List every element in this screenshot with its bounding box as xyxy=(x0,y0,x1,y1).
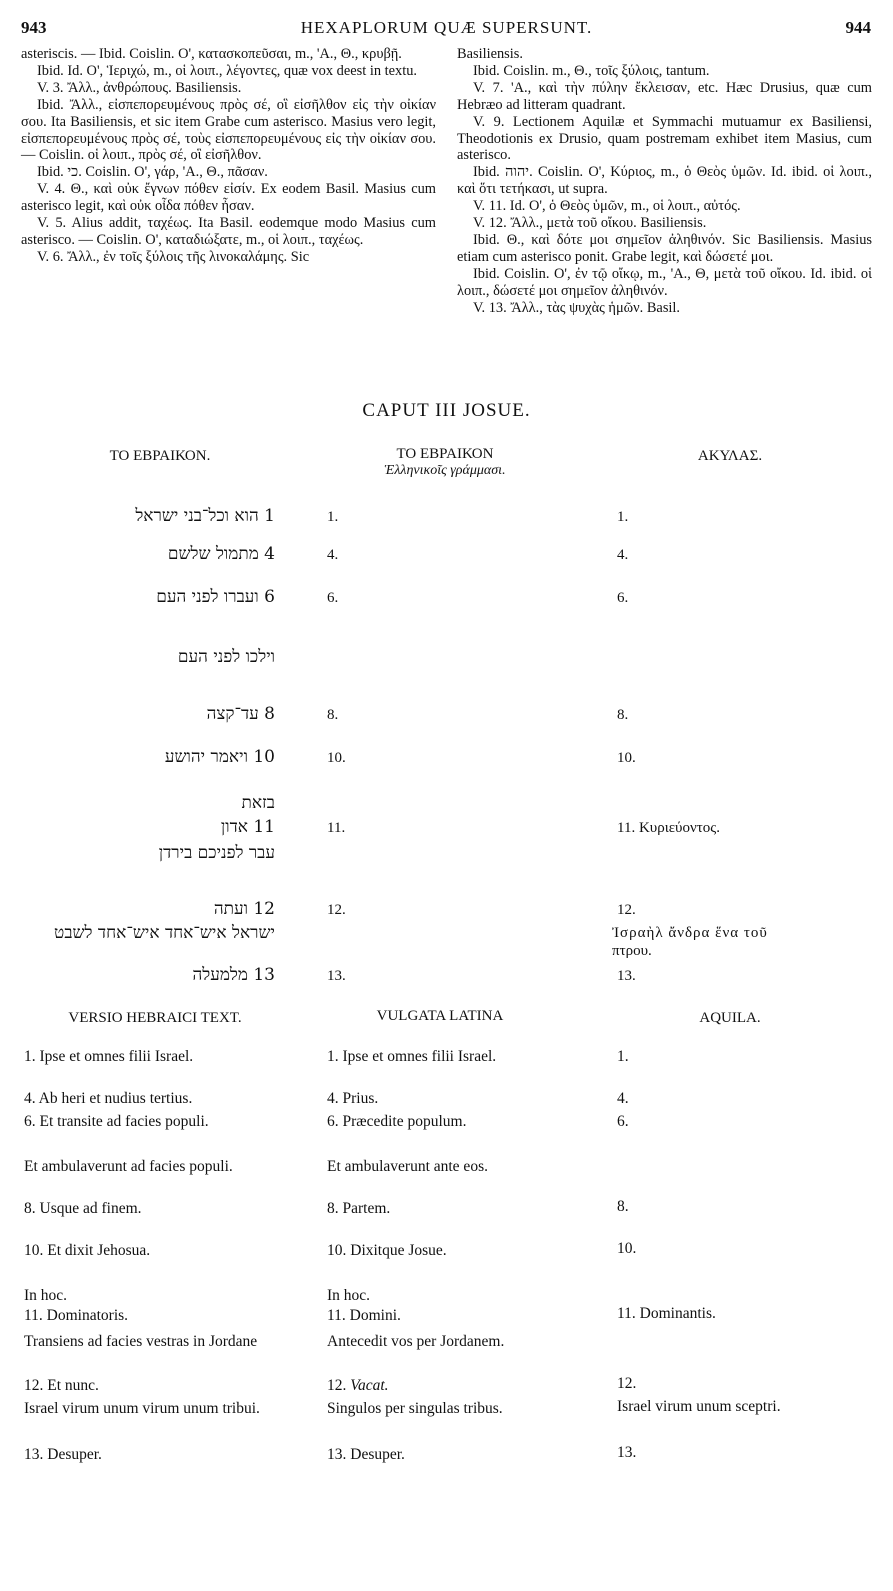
notes-section xyxy=(21,46,873,386)
chapter-title: CAPUT III JOSUE. xyxy=(362,400,531,421)
column-header-aquila-greek: ΑΚΥΛΑΣ. xyxy=(697,448,763,464)
column-header-versio: VERSIO HEBRAICI TEXT. xyxy=(68,1010,242,1026)
table-cell: 8. Partem. xyxy=(327,1200,391,1217)
table-cell: 1. xyxy=(327,509,339,525)
note-paragraph: V. 6. Ἄλλ., ἐν τοῖς ξύλοις τῆς λινοκαλάμης. Sic xyxy=(37,248,310,265)
table-cell: 6. xyxy=(617,590,629,606)
table-cell: 12. xyxy=(327,902,346,918)
table-cell: 1. Ipse et omnes filii Israel. xyxy=(327,1048,497,1065)
table-cell: 8. Usque ad finem. xyxy=(24,1200,142,1217)
column-header-subtitle: Ἑλληνικοῖς γράμμασι. xyxy=(384,463,506,478)
table-cell: 11. xyxy=(327,820,346,836)
table-cell: 4. xyxy=(617,1090,629,1107)
running-title: HEXAPLORUM QUÆ SUPERSUNT. xyxy=(300,18,593,37)
hebrew-cell: וילכו לפני העם xyxy=(177,647,275,667)
table-cell: πτρου. xyxy=(612,943,652,959)
table-cell: 13. xyxy=(327,968,346,984)
table-cell: Et ambulaverunt ante eos. xyxy=(327,1158,488,1175)
hebrew-cell: עבר לפניכם בירדן xyxy=(158,843,275,863)
note-paragraph: V. 4. Θ., καὶ οὐκ ἔγνων πόθεν εἰσίν. Ex eodem Basil. Masius cum asterisco legit, καὶ οὐκ οἶδα πόθεν ἦσαν. xyxy=(21,181,436,215)
table-cell: 10. xyxy=(617,1240,637,1257)
note-paragraph: Ibid. Ἄλλ., εἰσπεπορευμένους πρὸς σέ, οἳ εἰσῆλθον εἰς τὴν οἰκίαν σου. Ita Basiliensis, et sic item Grabe cum asterisco. Masius vero legit, εἰσπεπορευμένους πρὸς σέ, τοὺς εἰσπεπορευμένους εἰς τὴν οἰκίαν σου. — Coislin. οἱ λοιπ., πρὸς σέ, οἳ εἰσῆλθον. xyxy=(21,96,436,164)
table-cell: 6. xyxy=(327,590,339,606)
table-cell: 11. Κυριεύοντος. xyxy=(617,820,720,836)
hebrew-cell: 11 אדון xyxy=(220,817,275,837)
table-cell: Transiens ad facies vestras in Jordane xyxy=(24,1333,258,1350)
note-paragraph: Ibid. יהוה. Coislin. O', Κύριος, m., ὁ Θεὸς ὑμῶν. Id. ibid. οἱ λοιπ., καὶ ὅτι τετήκασι, ut supra. xyxy=(457,164,872,198)
note-paragraph: Ibid. Θ., καὶ δότε μοι σημεῖον ἀληθινόν. Sic Basiliensis. Masius etiam cum asterisco ponit. Grabe legit, καὶ δώσετέ μοι. xyxy=(457,231,872,265)
hebrew-cell: בזאת xyxy=(241,793,275,813)
table-cell: 10. xyxy=(617,750,636,766)
note-paragraph: V. 3. Ἄλλ., ἀνθρώπους. Basiliensis. xyxy=(37,79,242,96)
table-cell: 12. xyxy=(617,1375,637,1392)
running-header xyxy=(0,18,893,42)
table-cell: Singulos per singulas tribus. xyxy=(327,1400,503,1417)
note-paragraph: V. 13. Ἄλλ., τὰς ψυχὰς ἡμῶν. Basil. xyxy=(473,299,681,316)
note-paragraph: Ibid. Coislin. m., Θ., τοῖς ξύλοις, tantum. xyxy=(473,62,710,79)
column-header-title: ΤΟ ΕΒΡΑΙΚΟΝ xyxy=(396,446,494,462)
hebrew-cell: ישראל איש־אחד איש־אחד לשבט xyxy=(54,923,275,943)
note-paragraph: Basiliensis. xyxy=(457,46,523,62)
table-cell: Israel virum unum sceptri. xyxy=(617,1398,781,1415)
table-cell: 11. Domini. xyxy=(327,1307,401,1324)
note-paragraph: Ibid. כי. Coislin. O', γάρ, 'A., Θ., πᾶσαν. xyxy=(37,164,268,181)
table-cell: Antecedit vos per Jordanem. xyxy=(327,1333,505,1350)
table-cell: 8. xyxy=(327,707,339,723)
table-cell: 10. Et dixit Jehosua. xyxy=(24,1242,151,1259)
note-paragraph: V. 7. 'A., καὶ τὴν πύλην ἔκλεισαν, etc. Hæc Drusius, quæ cum Hebræo ad litteram quadrant. xyxy=(457,79,872,113)
table-cell: 12. Et nunc. xyxy=(24,1377,99,1394)
note-paragraph: asteriscis. — Ibid. Coislin. O', κατασκοπεῦσαι, m., 'A., Θ., κρυβῇ. xyxy=(21,46,402,62)
table-cell: 10. xyxy=(327,750,346,766)
table-cell: Israel virum unum virum unum tribui. xyxy=(24,1400,260,1417)
note-paragraph: V. 11. Id. O', ὁ Θεὸς ὑμῶν, m., οἱ λοιπ., αὐτός. xyxy=(473,198,741,215)
table-cell: 1. xyxy=(617,509,629,525)
page-number-right: 944 xyxy=(845,18,871,37)
table-cell: 10. Dixitque Josue. xyxy=(327,1242,447,1259)
vacat-note: Vacat. xyxy=(350,1377,389,1394)
hebrew-cell: 12 ועתה xyxy=(213,899,275,919)
column-header-aquila-latin: AQUILA. xyxy=(699,1010,761,1026)
notes-column-right xyxy=(457,46,872,317)
table-cell: 12. xyxy=(617,902,636,918)
table-cell: 1. xyxy=(617,1048,629,1065)
table-cell: 4. Prius. xyxy=(327,1090,379,1107)
note-paragraph: Ibid. Coislin. O', ἐν τῷ οἴκῳ, m., 'A., Θ, μετὰ τοῦ οἴκου. Id. ibid. οἱ λοιπ., δώσετέ μοι σημεῖον ἀληθινόν. xyxy=(457,265,872,299)
note-paragraph: V. 9. Lectionem Aquilæ et Symmachi mutuamur ex Basiliensi, Theodotionis ex Drusio, quam postremam exhibet item Masius, cum asterisco. xyxy=(457,113,872,164)
notes-column-left xyxy=(21,46,436,266)
table-cell: 6. Et transite ad facies populi. xyxy=(24,1113,209,1130)
table-cell: In hoc. xyxy=(327,1287,371,1304)
table-cell: Et ambulaverunt ad facies populi. xyxy=(24,1158,233,1175)
table-cell: 6. xyxy=(617,1113,629,1130)
table-cell: 4. xyxy=(617,547,629,563)
table-cell: 13. xyxy=(617,1444,637,1461)
table-cell: 11. Dominatoris. xyxy=(24,1307,129,1324)
column-header-hebrew-greek-letters xyxy=(330,446,560,479)
hebrew-cell: 1 הוא וכל־בני ישראל xyxy=(135,506,275,526)
hebrew-cell: 13 מלמעלה xyxy=(192,965,275,985)
page-number-left: 943 xyxy=(21,18,47,37)
table-cell: 1. Ipse et omnes filii Israel. xyxy=(24,1048,194,1065)
hebrew-cell: 6 ועברו לפני העם xyxy=(156,587,275,607)
table-cell: 13. xyxy=(617,968,636,984)
table-cell: 11. Dominantis. xyxy=(617,1305,716,1322)
column-header-vulgata: VULGATA LATINA xyxy=(376,1008,504,1024)
column-header-hebrew: ΤΟ ΕΒΡΑΙΚΟΝ. xyxy=(109,448,211,464)
hebrew-cell: 10 ויאמר יהושע xyxy=(164,747,275,767)
table-cell: 13. Desuper. xyxy=(24,1446,102,1463)
table-cell: 6. Præcedite populum. xyxy=(327,1113,467,1130)
hebrew-cell: 4 מתמול שלשם xyxy=(167,544,275,564)
table-cell: 13. Desuper. xyxy=(327,1446,405,1463)
note-paragraph: V. 12. Ἄλλ., μετὰ τοῦ οἴκου. Basiliensis. xyxy=(473,215,707,232)
table-cell: 4. xyxy=(327,547,339,563)
table-cell: 8. xyxy=(617,707,629,723)
table-cell: 8. xyxy=(617,1198,629,1215)
table-cell xyxy=(327,1377,389,1395)
note-paragraph: Ibid. Id. O', Ἱεριχώ, m., οἱ λοιπ., λέγοντες, quæ vox deest in textu. xyxy=(37,62,417,79)
table-cell: 4. Ab heri et nudius tertius. xyxy=(24,1090,193,1107)
table-cell: In hoc. xyxy=(24,1287,68,1304)
hebrew-cell: 8 עד־קצה xyxy=(206,704,275,724)
note-paragraph: V. 5. Alius addit, ταχέως. Ita Basil. eodemque modo Masius cum asterisco. — Coislin. O', καταδιώξατε, m., οἱ λοιπ., ταχέως. xyxy=(21,215,436,248)
verse-number: 12. xyxy=(327,1377,347,1394)
table-cell: Ἰσραὴλ ἄνδρα ἕνα τοῦ xyxy=(612,925,768,941)
